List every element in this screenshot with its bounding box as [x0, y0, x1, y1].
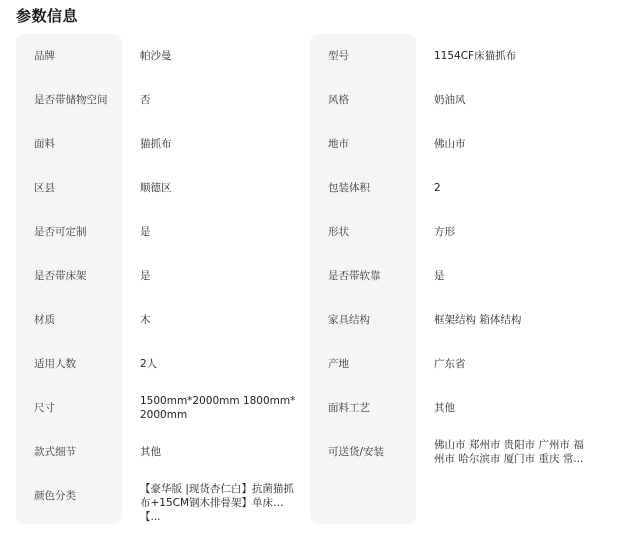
param-value: 木: [140, 314, 151, 326]
param-label: 面料: [34, 138, 55, 150]
param-value: 是: [434, 270, 445, 282]
param-label: 尺寸: [34, 402, 55, 414]
param-value: 其他: [140, 446, 161, 458]
param-label: 适用人数: [34, 358, 76, 370]
param-value: 帕沙曼: [140, 50, 172, 62]
params-row: [16, 430, 628, 474]
section-title: 参数信息: [16, 7, 79, 25]
param-label: 型号: [328, 50, 349, 62]
params-row: [16, 298, 628, 342]
param-value: 1500mm*2000mm 1800mm*2000mm: [140, 395, 296, 421]
param-label: 家具结构: [328, 314, 370, 326]
param-label: 颜色分类: [34, 490, 76, 502]
param-label: 产地: [328, 358, 349, 370]
param-label: 材质: [34, 314, 55, 326]
param-value: 2: [434, 182, 441, 194]
param-value: 是: [140, 226, 151, 238]
params-row: [16, 386, 628, 430]
param-label: 地市: [328, 138, 349, 150]
param-label: 是否带储物空间: [34, 94, 108, 106]
params-row: [16, 166, 628, 210]
param-value: 顺德区: [140, 182, 172, 194]
param-label: 可送货/安装: [328, 446, 385, 458]
param-label: 是否带软靠: [328, 270, 381, 282]
param-label: 区县: [34, 182, 55, 194]
param-label: 包装体积: [328, 182, 370, 194]
param-label: 面料工艺: [328, 402, 370, 414]
params-row: [16, 210, 628, 254]
params-row: [16, 342, 628, 386]
param-label: 风格: [328, 94, 349, 106]
params-row: [16, 78, 628, 122]
param-label: 款式细节: [34, 446, 76, 458]
param-label: 是否可定制: [34, 226, 87, 238]
param-value: 其他: [434, 402, 455, 414]
param-value: 方形: [434, 226, 455, 238]
param-value: 1154CF床猫抓布: [434, 50, 517, 62]
param-value: 是: [140, 270, 151, 282]
param-label: 是否带床架: [34, 270, 87, 282]
param-value: 佛山市 郑州市 贵阳市 广州市 福州市 哈尔滨市 厦门市 重庆 常...: [434, 439, 584, 465]
param-value: 【豪华版 |现货杏仁白】抗菌猫抓布+15CM钢木排骨架】单床 【...: [140, 483, 294, 523]
param-value: 佛山市: [434, 138, 466, 150]
params-row: [16, 474, 628, 523]
param-value: 广东省: [434, 358, 466, 370]
param-value: 否: [140, 94, 151, 106]
params-row: [16, 254, 628, 298]
param-value: 2人: [140, 358, 158, 370]
param-value: 奶油风: [434, 94, 466, 106]
params-row: [16, 34, 628, 78]
param-label: 形状: [328, 226, 349, 238]
param-value: 猫抓布: [140, 138, 172, 150]
params-row: [16, 122, 628, 166]
param-label: 品牌: [34, 50, 55, 62]
param-value: 框架结构 箱体结构: [434, 314, 522, 326]
params-table: [16, 34, 628, 524]
